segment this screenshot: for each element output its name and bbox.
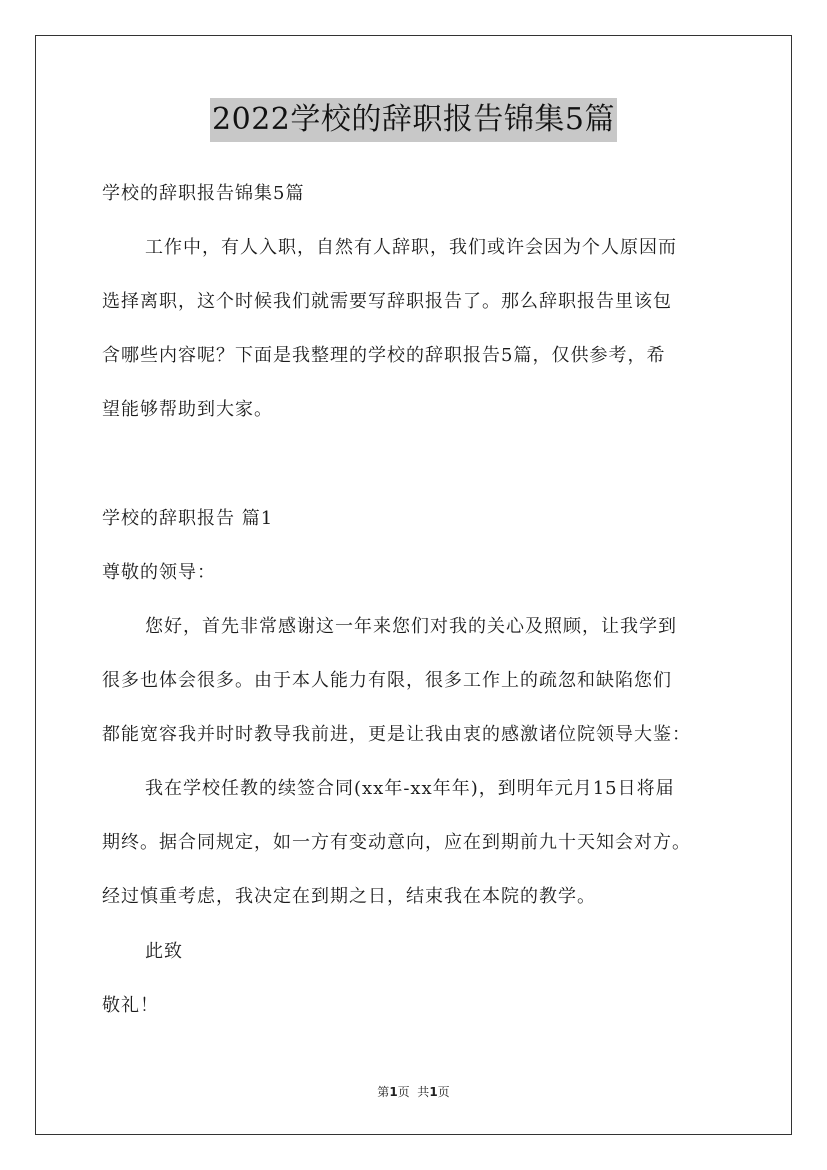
closing-line-2: 敬礼！ bbox=[102, 995, 159, 1016]
para1-line-1: 您好，首先非常感谢这一年来您们对我的关心及照顾，让我学到 bbox=[145, 616, 677, 637]
footer-page-number: 1 bbox=[389, 1085, 398, 1099]
salutation: 尊敬的领导： bbox=[102, 562, 216, 583]
intro-line-3: 含哪些内容呢？下面是我整理的学校的辞职报告5篇，仅供参考，希 bbox=[102, 345, 666, 366]
footer-page-post: 页 bbox=[437, 1085, 450, 1099]
para2-line-2: 期终。据合同规定，如一方有变动意向，应在到期前九十天知会对方。 bbox=[102, 832, 691, 853]
intro-line-1: 工作中，有人入职，自然有人辞职，我们或许会因为个人原因而 bbox=[145, 237, 677, 258]
para1-line-3: 都能宽容我并时时教导我前进，更是让我由衷的感激诸位院领导大鉴： bbox=[102, 724, 691, 745]
title-container bbox=[0, 98, 827, 142]
closing-line-1: 此致 bbox=[145, 941, 183, 962]
intro-line-4: 望能够帮助到大家。 bbox=[102, 399, 273, 420]
footer-page-total: 1 bbox=[429, 1085, 438, 1099]
para2-line-1: 我在学校任教的续签合同(xx年-xx年年)，到明年元月15日将届 bbox=[145, 778, 675, 799]
footer-page-pre: 第 bbox=[377, 1085, 390, 1099]
section-heading: 学校的辞职报告 篇1 bbox=[102, 508, 274, 529]
para1-line-2: 很多也体会很多。由于本人能力有限，很多工作上的疏忽和缺陷您们 bbox=[102, 670, 672, 691]
page-footer bbox=[0, 1083, 827, 1100]
footer-page-mid: 页 共 bbox=[397, 1085, 430, 1099]
document-title: 2022学校的辞职报告锦集5篇 bbox=[210, 98, 617, 142]
document-subtitle: 学校的辞职报告锦集5篇 bbox=[102, 183, 305, 204]
para2-line-3: 经过慎重考虑，我决定在到期之日，结束我在本院的教学。 bbox=[102, 886, 596, 907]
intro-line-2: 选择离职，这个时候我们就需要写辞职报告了。那么辞职报告里该包 bbox=[102, 291, 672, 312]
